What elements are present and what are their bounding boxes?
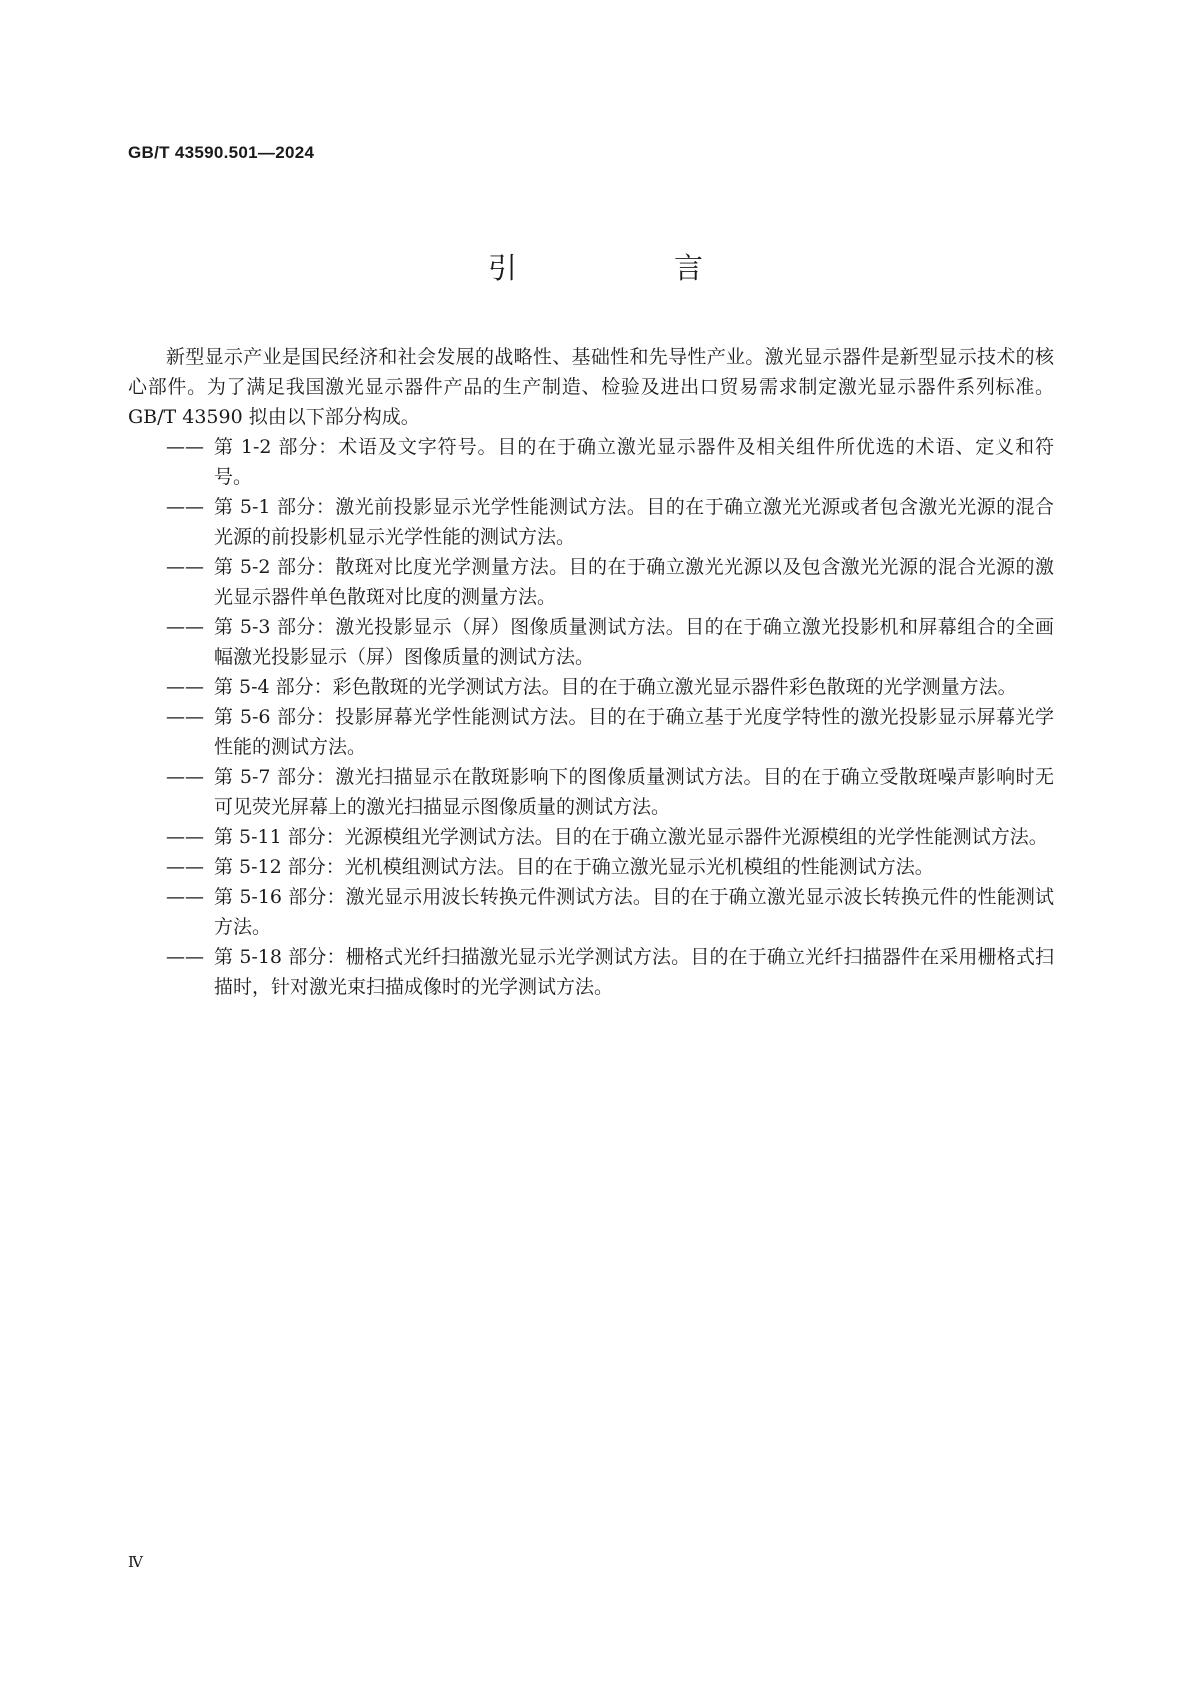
dash-marker: —— xyxy=(166,616,204,638)
dash-marker: —— xyxy=(166,946,204,968)
list-item-text: 第 5-7 部分：激光扫描显示在散斑影响下的图像质量测试方法。目的在于确立受散斑噪声影响时无可见荧光屏幕上的激光扫描显示图像质量的测试方法。 xyxy=(214,766,1054,818)
intro-paragraph: 新型显示产业是国民经济和社会发展的战略性、基础性和先导性产业。激光显示器件是新型显示技术的核心部件。为了满足我国激光显示器件产品的生产制造、检验及进出口贸易需求制定激光显示器件系列标准。GB/T 43590 拟由以下部分构成。 xyxy=(128,346,1054,428)
dash-marker: —— xyxy=(166,496,204,518)
list-item xyxy=(128,822,1054,852)
list-item xyxy=(128,432,1054,492)
dash-marker: —— xyxy=(166,706,204,728)
dash-marker: —— xyxy=(166,676,204,698)
list-item-text: 第 5-6 部分：投影屏幕光学性能测试方法。目的在于确立基于光度学特性的激光投影显示屏幕光学性能的测试方法。 xyxy=(214,706,1054,758)
list-item-text: 第 5-12 部分：光机模组测试方法。目的在于确立激光显示光机模组的性能测试方法。 xyxy=(214,856,934,878)
list-item-text: 第 5-3 部分：激光投影显示（屏）图像质量测试方法。目的在于确立激光投影机和屏幕组合的全画幅激光投影显示（屏）图像质量的测试方法。 xyxy=(214,616,1054,668)
list-item-text: 第 5-1 部分：激光前投影显示光学性能测试方法。目的在于确立激光光源或者包含激光光源的混合光源的前投影机显示光学性能的测试方法。 xyxy=(214,496,1054,548)
document-body xyxy=(128,342,1054,1002)
list-item xyxy=(128,492,1054,552)
dash-marker: —— xyxy=(166,556,204,578)
list-item xyxy=(128,552,1054,612)
dash-marker: —— xyxy=(166,856,204,878)
list-item xyxy=(128,672,1054,702)
list-item-text: 第 5-18 部分：栅格式光纤扫描激光显示光学测试方法。目的在于确立光纤扫描器件在采用栅格式扫描时，针对激光束扫描成像时的光学测试方法。 xyxy=(214,946,1054,998)
list-item xyxy=(128,942,1054,1002)
list-item xyxy=(128,882,1054,942)
list-item xyxy=(128,612,1054,672)
dash-marker: —— xyxy=(166,826,204,848)
document-code: GB/T 43590.501—2024 xyxy=(128,143,315,162)
list-item xyxy=(128,762,1054,822)
page-number: Ⅳ xyxy=(128,1555,143,1571)
dash-marker: —— xyxy=(166,886,204,908)
list-item-text: 第 5-2 部分：散斑对比度光学测量方法。目的在于确立激光光源以及包含激光光源的混合光源的激光显示器件单色散斑对比度的测量方法。 xyxy=(214,556,1054,608)
list-item-text: 第 1-2 部分：术语及文字符号。目的在于确立激光显示器件及相关组件所优选的术语、定义和符号。 xyxy=(214,436,1054,488)
list-item xyxy=(128,852,1054,882)
section-title: 引 言 xyxy=(487,251,767,285)
dash-marker: —— xyxy=(166,766,204,788)
list-item-text: 第 5-16 部分：激光显示用波长转换元件测试方法。目的在于确立激光显示波长转换元件的性能测试方法。 xyxy=(214,886,1054,938)
parts-list xyxy=(128,432,1054,1002)
list-item-text: 第 5-4 部分：彩色散斑的光学测试方法。目的在于确立激光显示器件彩色散斑的光学测量方法。 xyxy=(214,676,1017,698)
dash-marker: —— xyxy=(166,436,204,458)
list-item xyxy=(128,702,1054,762)
list-item-text: 第 5-11 部分：光源模组光学测试方法。目的在于确立激光显示器件光源模组的光学性能测试方法。 xyxy=(214,826,1048,848)
